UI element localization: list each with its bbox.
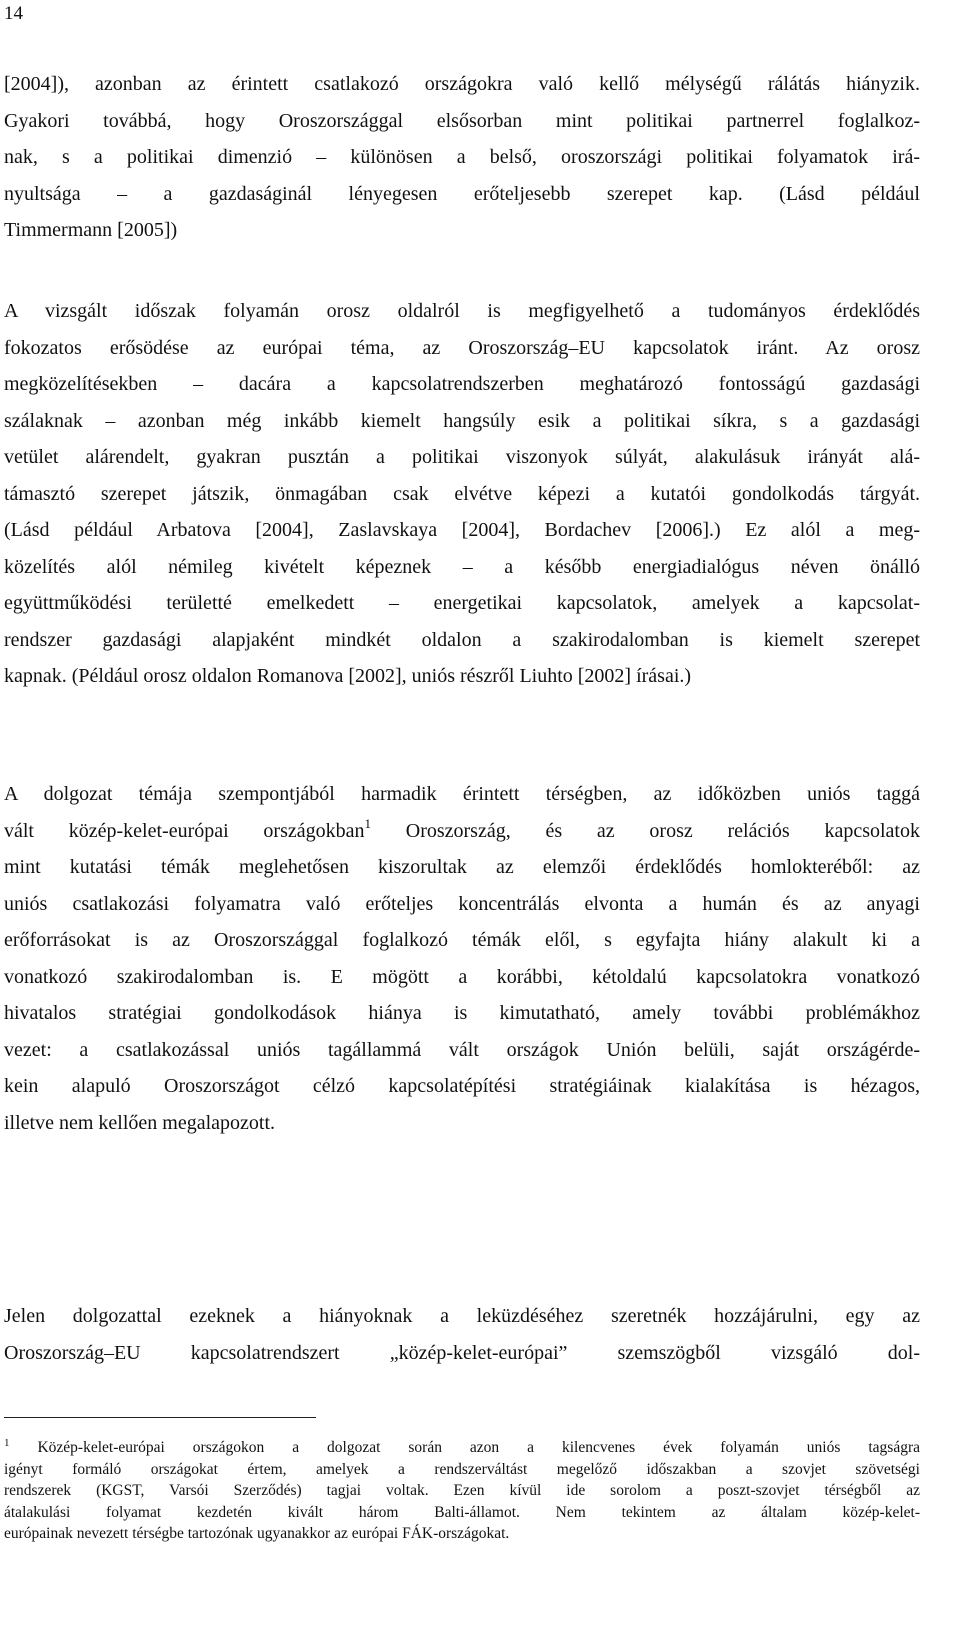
- text-line: vezet: a csatlakozással uniós tagállammá vált országok Unión belüli, saját országérde-: [4, 1038, 920, 1061]
- text-line: mint kutatási témák meglehetősen kiszorultak az elemzői érdeklődés homlokteréből: az: [4, 856, 920, 878]
- footnote-mark: 1: [4, 1437, 10, 1449]
- paragraph-3: [4, 776, 920, 1141]
- paragraph-4: [4, 1298, 920, 1371]
- text-line: nak, s a politikai dimenzió – különösen a belső, oroszországi politikai folyamatok irá-: [4, 146, 920, 168]
- text-line: támasztó szerepet játszik, önmagában csak elvétve képezi a kutatói gondolkodás tárgyát.: [4, 482, 920, 505]
- text-line: uniós csatlakozási folyamatra való erőteljes koncentrálás elvonta a humán és az anyagi: [4, 892, 920, 915]
- footnote-line: igényt formáló országokat értem, amelyek a rendszerváltást megelőző időszakban a szovjet szövetségi: [4, 1460, 920, 1478]
- text-line: Gyakori továbbá, hogy Oroszországgal elsősorban mint politikai partnerrel foglalkoz-: [4, 109, 920, 132]
- text-segment: vált közép-kelet-európai országokban: [4, 819, 365, 842]
- text-line: A dolgozat témája szempontjából harmadik érintett térségben, az időközben uniós taggá: [4, 783, 920, 805]
- text-line: megközelítésekben – dacára a kapcsolatrendszerben meghatározó fontosságú gazdasági: [4, 373, 920, 395]
- paragraph-1: [4, 66, 920, 249]
- text-line: illetve nem kellően megalapozott.: [4, 1111, 276, 1134]
- paragraph-2: [4, 293, 920, 695]
- text-line: fokozatos erősödése az európai téma, az Oroszország–EU kapcsolatok iránt. Az orosz: [4, 336, 920, 359]
- footnote-reference[interactable]: 1: [364, 815, 371, 831]
- footnote-line: átalakulási folyamat kezdetén kivált három Balti-államot. Nem tekintem az általam közép-kelet-: [4, 1503, 920, 1521]
- text-line: Timmermann [2005]): [4, 219, 178, 241]
- footnote-line: európainak nevezett térségbe tartozónak ugyanakkor az európai FÁK-országokat.: [4, 1525, 510, 1542]
- text-line: Jelen dolgozattal ezeknek a hiányoknak a leküzdéséhez szeretnék hozzájárulni, egy az: [4, 1305, 920, 1327]
- text-line: A vizsgált időszak folyamán orosz oldalról is megfigyelhető a tudományos érdeklődés: [4, 300, 920, 322]
- text-line: közelítés alól némileg kivételt képeznek – a később energiadialógus néven önálló: [4, 555, 920, 578]
- footnote-line: [4, 1437, 920, 1459]
- text-line: szálaknak – azonban még inkább kiemelt hangsúly esik a politikai síkra, s a gazdasági: [4, 409, 920, 432]
- text-segment: Oroszország, és az orosz relációs kapcsolatok: [371, 819, 920, 842]
- text-line: [2004]), azonban az érintett csatlakozó országokra való kellő mélységű rálátás hiányzik.: [4, 73, 920, 95]
- text-line: vonatkozó szakirodalomban is. E mögött a korábbi, kétoldalú kapcsolatokra vonatkozó: [4, 965, 920, 988]
- text-line: kein alapuló Oroszországot célzó kapcsolatépítési stratégiáinak kialakítása is hézagos,: [4, 1075, 920, 1097]
- text-line: nyultsága – a gazdaságinál lényegesen erőteljesebb szerepet kap. (Lásd például: [4, 182, 920, 205]
- text-line: (Lásd például Arbatova [2004], Zaslavskaya [2004], Bordachev [2006].) Ez alól a meg-: [4, 519, 920, 541]
- footnote: [4, 1437, 920, 1545]
- text-line: hivatalos stratégiai gondolkodások hiánya is kimutatható, amely további problémákhoz: [4, 1002, 920, 1024]
- text-line: együttműködési területté emelkedett – energetikai kapcsolatok, amelyek a kapcsolat-: [4, 592, 920, 614]
- text-segment: Közép-kelet-európai országokon a dolgozat során azon a kilencvenes évek folyamán uniós tagságra: [9, 1439, 920, 1456]
- text-line-with-footnote: [4, 813, 920, 850]
- text-line: kapnak. (Például orosz oldalon Romanova [2002], uniós részről Liuhto [2002] írásai.): [4, 665, 692, 687]
- footnote-line: rendszerek (KGST, Varsói Szerződés) tagjai voltak. Ezen kívül ide sorolom a poszt-szovjet térségből az: [4, 1482, 920, 1499]
- text-line: Oroszország–EU kapcsolatrendszert „közép-kelet-európai” szemszögből vizsgáló dol-: [4, 1341, 920, 1364]
- text-line: vetület alárendelt, gyakran pusztán a politikai viszonyok súlyát, alakulásuk irányát alá-: [4, 446, 920, 468]
- text-line: erőforrásokat is az Oroszországgal foglalkozó témák elől, s egyfajta hiány alakult ki a: [4, 929, 920, 951]
- footnote-separator: [4, 1417, 316, 1418]
- text-line: rendszer gazdasági alapjaként mindkét oldalon a szakirodalomban is kiemelt szerepet: [4, 628, 920, 651]
- page-number: 14: [4, 3, 23, 24]
